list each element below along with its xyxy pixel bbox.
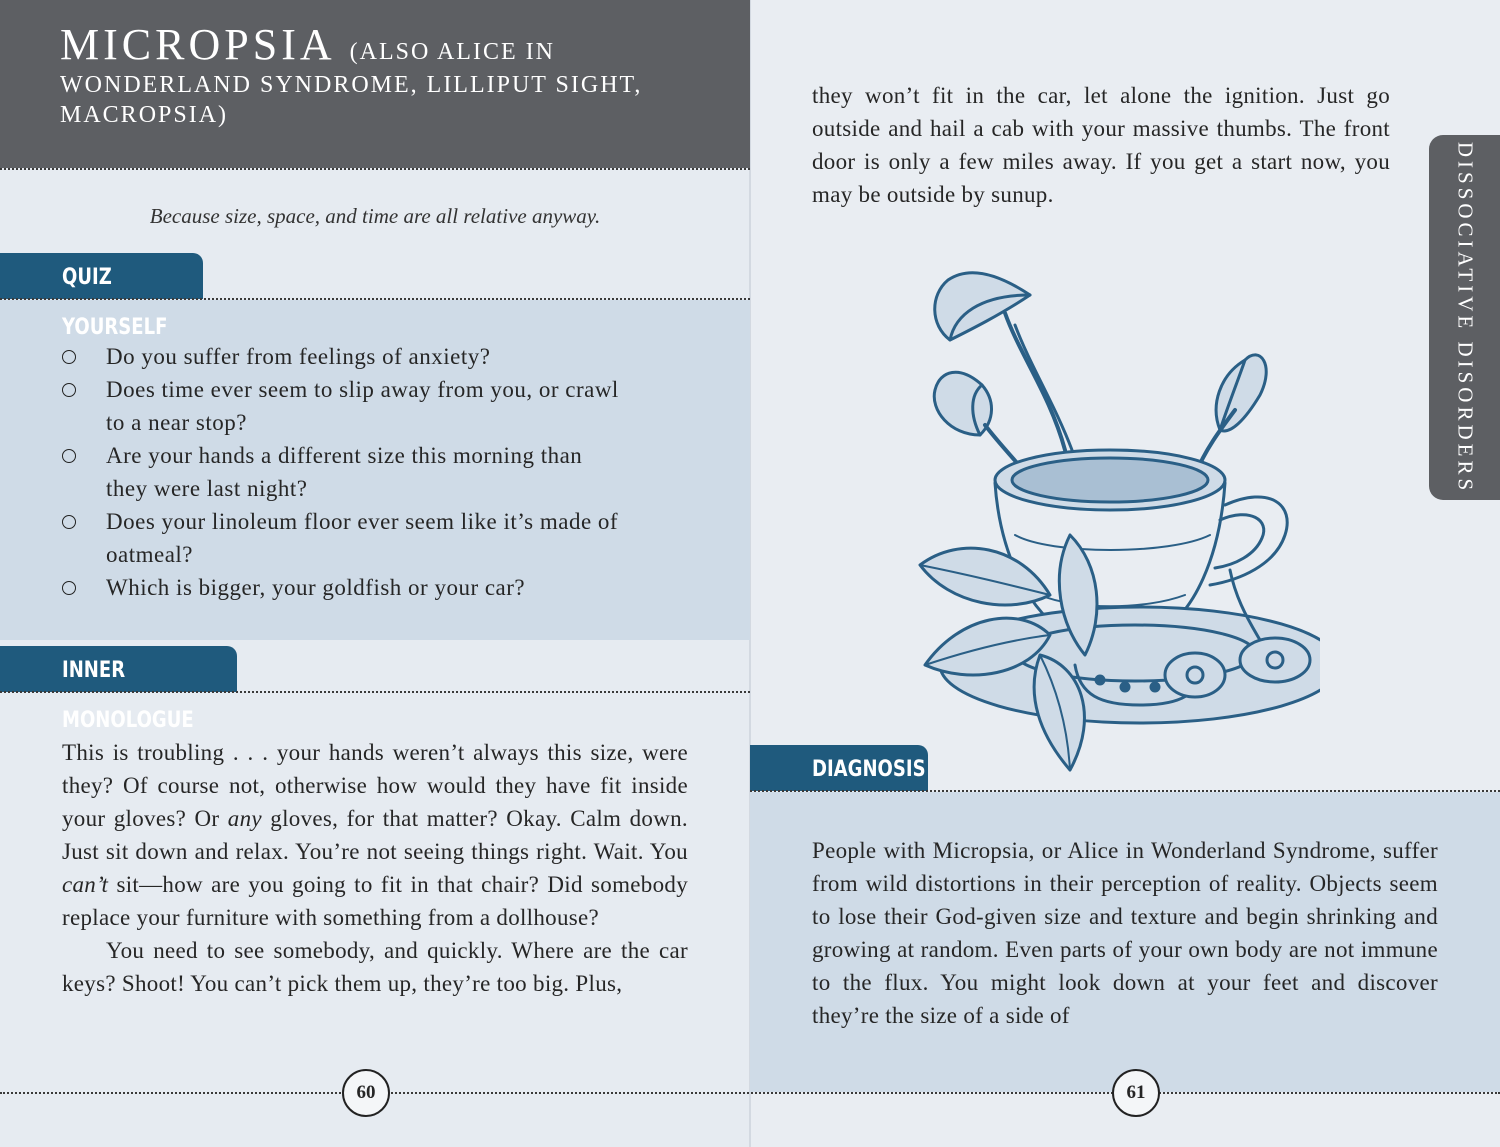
chapter-side-tab: [1429, 135, 1500, 500]
quiz-item: Do you suffer from feelings of anxiety?: [60, 340, 620, 373]
title-subtitle-line3: MACROPSIA): [60, 102, 229, 128]
quiz-divider: [0, 298, 750, 300]
section-tab-quiz: [0, 253, 203, 340]
checkbox-circle-icon: [62, 581, 76, 595]
section-tab-diagnosis: [750, 745, 928, 791]
quiz-list: [60, 340, 620, 604]
section-label-monologue: INNER MONOLOGUE: [62, 658, 194, 733]
checkbox-circle-icon: [62, 383, 76, 397]
diagnosis-divider: [750, 790, 1500, 792]
checkbox-circle-icon: [62, 350, 76, 364]
section-label-quiz: QUIZ YOURSELF: [62, 265, 168, 340]
mushroom-icon: [1195, 355, 1266, 475]
monologue-paragraph-2: You need to see somebody, and quickly. Where are the car keys? Shoot! You can’t pick them up, they’re too big. Plus,: [62, 938, 688, 996]
page-title: MICROPSIA: [60, 20, 336, 69]
continuation-text: they won’t fit in the car, let alone the ignition. Just go outside and hail a cab with your massive thumbs. The front door is only a few miles away. If you get a start now, you may be outside by sunup.: [812, 83, 1390, 207]
diagnosis-text: People with Micropsia, or Alice in Wonderland Syndrome, suffer from wild distortions in their perception of reality. Objects seem to lose their God-given size and texture and begin shrinking and growing at random. Even parts of your own body are not immune to the flux. You might look down at your feet and discover they’re the size of a side of: [812, 838, 1438, 1028]
monologue-divider: [0, 691, 750, 693]
tagline: Because size, space, and time are all relative anyway.: [149, 204, 601, 228]
quiz-item: Are your hands a different size this morning than they were last night?: [60, 439, 620, 505]
chapter-label: DISSOCIATIVE DISORDERS: [1453, 141, 1477, 494]
title-divider: [0, 168, 750, 170]
page-number-right: 61: [1112, 1069, 1160, 1117]
quiz-item: Does time ever seem to slip away from you, or crawl to a near stop?: [60, 373, 620, 439]
quiz-item: Does your linoleum floor ever seem like it’s made of oatmeal?: [60, 505, 620, 571]
checkbox-circle-icon: [62, 515, 76, 529]
title-subtitle-line2: WONDERLAND SYNDROME, LILLIPUT SIGHT,: [60, 72, 643, 98]
footer-divider: [0, 1092, 1500, 1094]
teacup-mushroom-illustration: [900, 235, 1320, 780]
monologue-paragraph-1: This is troubling . . . your hands weren’t always this size, were they? Of course not, otherwise how would they have fit inside your gloves? Or any gloves, for that matter? Okay. Calm down. Just sit down and relax. You’re not seeing things right. Wait. You can’t sit—how are you going to fit in that chair? Did somebody replace your furniture with something from a dollhouse?: [62, 740, 688, 930]
monologue-text: [62, 736, 688, 1000]
title-block: [0, 0, 750, 168]
section-tab-monologue: [0, 646, 237, 733]
section-label-diagnosis: DIAGNOSIS: [812, 757, 926, 782]
checkbox-circle-icon: [62, 449, 76, 463]
page-number-left: 60: [342, 1069, 390, 1117]
quiz-item: Which is bigger, your goldfish or your car?: [60, 571, 620, 604]
title-subtitle-inline: (ALSO ALICE IN: [349, 39, 555, 65]
